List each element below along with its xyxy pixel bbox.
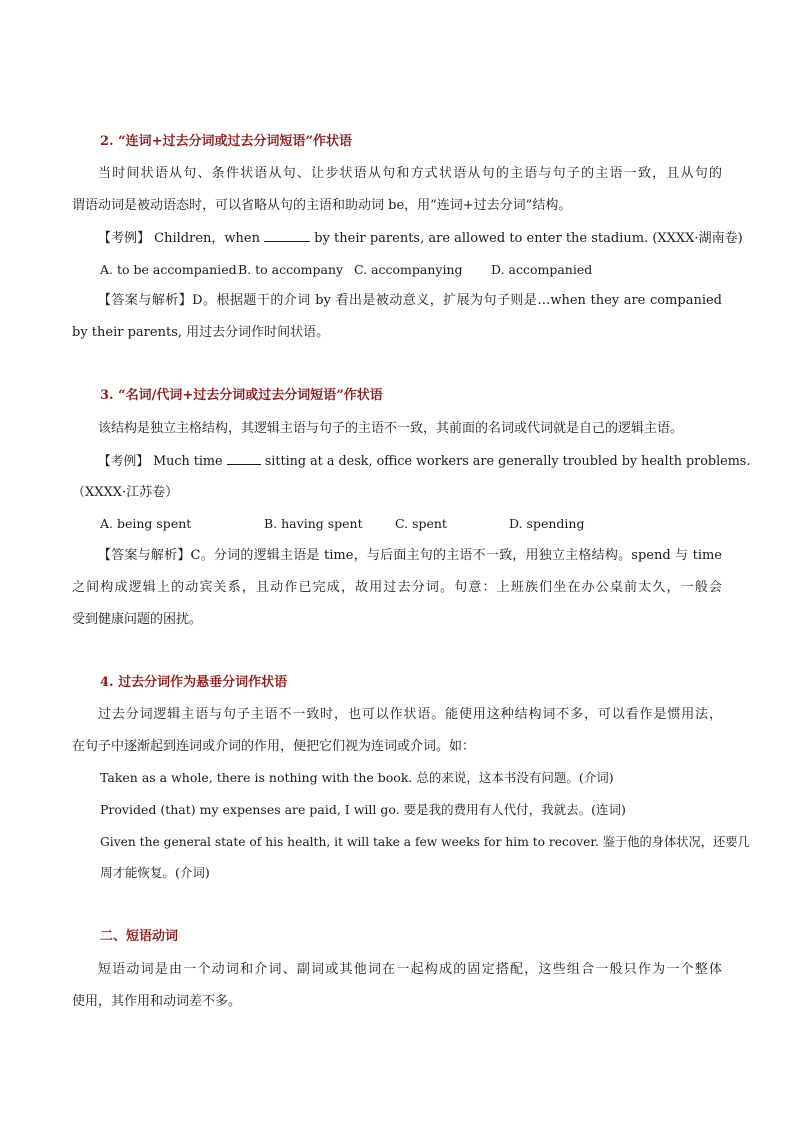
- usage-example: Given the general state of his health, it will take a few weeks for him to recover. 鉴于他的身体状况，还要几: [100, 835, 750, 849]
- answer-explanation: 受到健康问题的困扰。: [72, 612, 203, 627]
- section-heading-4: 4. 过去分词作为悬垂分词作状语: [100, 675, 288, 690]
- section-heading-2: 2. “连词+过去分词或过去分词短语”作状语: [100, 134, 352, 149]
- example-label: 【考例】: [98, 231, 151, 246]
- example-text-after: sitting at a desk, office workers are generally troubled by health problems.: [264, 454, 751, 469]
- answer-explanation: by their parents, 用过去分词作时间状语。: [72, 325, 330, 340]
- option-d: D. accompanied: [491, 262, 593, 277]
- option-d: D. spending: [509, 516, 585, 531]
- exam-example: [98, 452, 751, 471]
- usage-example: Provided (that) my expenses are paid, I will go. 要是我的费用有人代付，我就去。(连词): [100, 802, 626, 817]
- answer-explanation: 【答案与解析】D。根据题干的介词 by 看出是被动意义，扩展为句子则是…when they are companied: [98, 293, 722, 308]
- section-heading-phrasal-verbs: 二、短语动词: [100, 929, 179, 944]
- options-row: [100, 515, 584, 533]
- rule-text: 在句子中逐渐起到连词或介词的作用，便把它们视为连词或介词。如：: [72, 739, 476, 754]
- exam-example: [98, 229, 743, 248]
- answer-blank: [227, 452, 261, 465]
- rule-text: 该结构是独立主格结构，其逻辑主语与句子的主语不一致，其前面的名词或代词就是自己的逻辑主语。: [98, 421, 684, 436]
- rule-text: 短语动词是由一个动词和介词、副词或其他词在一起构成的固定搭配，这些组合一般只作为一个整体: [98, 962, 722, 977]
- example-text-after: by their parents, are allowed to enter the stadium. (XXXX·湖南卷): [314, 231, 743, 246]
- rule-text: 谓语动词是被动语态时，可以省略从句的主语和助动词 be，用“连词+过去分词”结构。: [72, 198, 572, 213]
- rule-text: 过去分词逻辑主语与句子主语不一致时，也可以作状语。能使用这种结构词不多，可以看作是惯用法，: [98, 707, 722, 722]
- exam-source: （XXXX·江苏卷）: [72, 485, 179, 500]
- answer-blank: [264, 229, 310, 242]
- usage-example: 周才能恢复。(介词): [100, 865, 210, 880]
- option-b: B. having spent: [264, 516, 363, 531]
- option-a: A. to be accompanied: [100, 262, 237, 277]
- rule-text: 当时间状语从句、条件状语从句、让步状语从句和方式状语从句的主语与句子的主语一致，且从句的: [98, 166, 722, 181]
- answer-explanation: 【答案与解析】C。分词的逻辑主语是 time，与后面主句的主语不一致，用独立主格结构。spend 与 time: [98, 548, 722, 563]
- answer-explanation: 之间构成逻辑上的动宾关系，且动作已完成，故用过去分词。句意：上班族们坐在办公桌前太久，一般会: [72, 580, 722, 595]
- option-a: A. being spent: [100, 516, 192, 531]
- example-text-before: Much time: [153, 454, 223, 469]
- usage-example: Taken as a whole, there is nothing with the book. 总的来说，这本书没有问题。(介词): [100, 770, 614, 785]
- option-c: C. spent: [395, 516, 447, 531]
- rule-text: 使用，其作用和动词差不多。: [72, 994, 242, 1009]
- example-text-before: Children，when: [154, 231, 260, 246]
- section-heading-3: 3. “名词/代词+过去分词或过去分词短语”作状语: [100, 388, 383, 403]
- option-b: B. to accompany: [238, 262, 344, 277]
- example-label: 【考例】: [98, 454, 149, 469]
- option-c: C. accompanying: [354, 262, 463, 277]
- options-row: [100, 261, 592, 279]
